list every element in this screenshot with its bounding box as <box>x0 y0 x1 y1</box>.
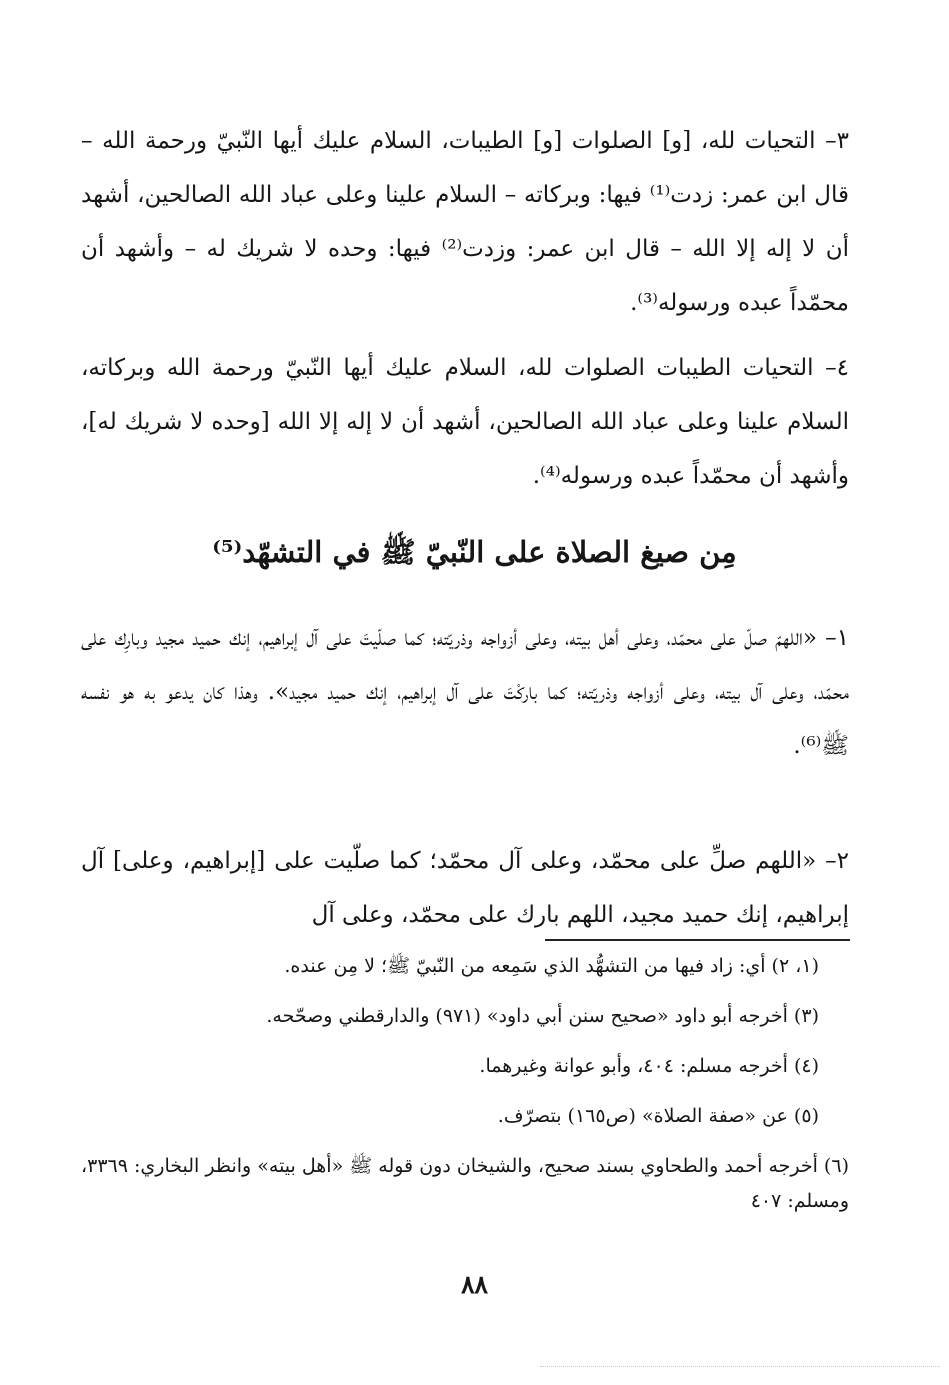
tashahhud-form-4: ٤– التحيات الطيبات الصلوات لله، السلام عليك أيها النّبيّ ورحمة الله وبركاته، السلام علينا وعلى عباد الله الصالحين، أشهد أن لا إله إلا الله [وحده لا شريك له]، وأشهد أن محمّداً عبده ورسوله⁽⁴⁾. <box>81 355 849 489</box>
footnote-1-2: (١، ٢) أي: زاد فيها من التشهُّد الذي سَمِعه من النّبيّ ﷺ؛ لا مِن عنده. <box>284 955 819 977</box>
footnote-4: (٤) أخرجه مسلم: ٤٠٤، وأبو عوانة وغيرهما. <box>479 1055 819 1077</box>
page-number: ٨٨ <box>461 1270 488 1299</box>
salat-form-2: ٢– «اللهم صلِّ على محمّد، وعلى آل محمّد؛ كما صلّيت على [إبراهيم، وعلى] آل إبراهيم، إنك حميد مجيد، اللهم بارك على محمّد، وعلى آل <box>81 848 849 928</box>
section-heading: مِن صيغ الصلاة على النّبيّ ﷺ في التشهّد⁽⁵⁾ <box>212 535 737 569</box>
footnote-5: (٥) عن «صفة الصلاة» (ص١٦٥) بتصرّف. <box>497 1105 819 1127</box>
tashahhud-form-3: ٣– التحيات لله، [و] الصلوات [و] الطيبات، السلام عليك أيها النّبيّ ورحمة الله – قال ابن عمر: زدت⁽¹⁾ فيها: وبركاته – السلام علينا وعلى عباد الله الصالحين، أشهد أن لا إله إلا الله – قال ابن عمر: وزدت⁽²⁾ فيها: وحده لا شريك له – وأشهد أن محمّداً عبده ورسوله⁽³⁾. <box>81 128 849 316</box>
salat-form-1: ١– «اللهمّ صلّ على محمّد، وعلى أهل بيته، وعلى أزواجه وذريّته؛ كما صلّيتَ على آل إبراهيم، إنك حميد مجيد وبارِك على محمّد، وعلى آل بيته، وعلى أزواجه وذريّته؛ كما باركْتَ على آل إبراهيم، إنك حميد مجيد». وهذا كان يدعو به هو نفسه ﷺ⁽⁶⁾. <box>81 625 849 759</box>
footnote-separator <box>545 939 850 941</box>
scan-edge-dots <box>540 1366 940 1369</box>
footnote-3: (٣) أخرجه أبو داود «صحيح سنن أبي داود» (٩٧١) والدارقطني وصحّحه. <box>266 1005 819 1027</box>
footnotes-list <box>81 949 849 1234</box>
footnote-6: (٦) أخرجه أحمد والطحاوي بسند صحيح، والشيخان دون قوله ﷺ «أهل بيته» وانظر البخاري: ٣٣٦٩، ومسلم: ٤٠٧ <box>81 1155 849 1212</box>
